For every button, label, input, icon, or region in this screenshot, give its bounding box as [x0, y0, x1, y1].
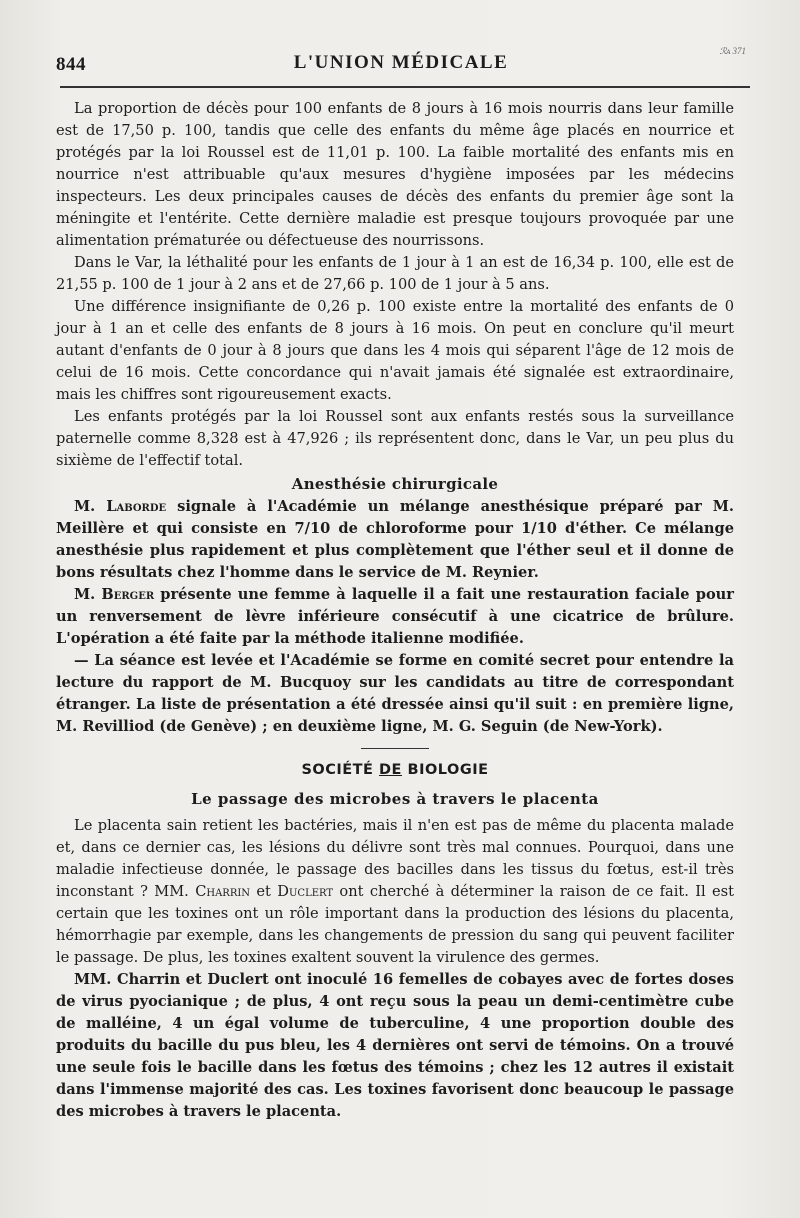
handwritten-note: ℛᴀ 371: [719, 46, 746, 56]
society-word: DE: [379, 762, 402, 778]
paragraph: La proportion de décès pour 100 enfants de 8 jours à 16 mois nourris dans leur famille est de 17,50 p. 100, tandis que celle des enfants du même âge placés en nourrice et protégés par la loi Roussel est de 11,01 p. 100. La faible mortalité des enfants mis en nourrice n'est attribuable qu'aux mesures d'hygiène imposées par les médecins inspecteurs. Les deux principales causes de décès des enfants du premier âge sont la méningite et l'entérite. Cette dernière maladie est presque toujours provoquée par une alimentation prématurée ou défectueuse des nourrissons.: [56, 100, 734, 249]
society-word: SOCIÉTÉ: [301, 762, 374, 778]
author-name: Duclert: [277, 883, 334, 900]
paragraph-laborde: [56, 496, 734, 584]
prefix: M.: [74, 498, 107, 515]
paragraph-berger: [56, 584, 734, 650]
page-header: [56, 48, 746, 80]
paragraph-text: présente une femme à laquelle il a fait une restauration faciale pour un renversement de lèvre inférieure consécutif à une cicatrice de brûlure. L'opération a été faite par la méthode italienne modifiée.: [56, 586, 734, 647]
section-divider: [361, 748, 429, 749]
section-title-anesthesie: Anesthésie chirurgicale: [291, 475, 499, 493]
article-body: [56, 98, 734, 1123]
paragraph: Une différence insignifiante de 0,26 p. 100 existe entre la mortalité des enfants de 0 jour à 1 an et celle des enfants de 8 jours à 16 mois. On peut en conclure qu'il meurt autant d'enfants de 0 jour à 8 jours que dans les 4 mois qui séparent l'âge de 12 mois de celui de 16 mois. Cette concordance qui n'avait jamais été signalée est extraordinaire, mais les chiffres sont rigoureusement exacts.: [56, 298, 734, 403]
paragraph-text: et: [250, 883, 278, 900]
paragraph-seance: — La séance est levée et l'Académie se forme en comité secret pour entendre la lecture du rapport de M. Bucquoy sur les candidats au titre de correspondant étranger. La liste de présentation a été dressée ainsi qu'il suit : en première ligne, M. Revilliod (de Genève) ; en deuxième ligne, M. G. Seguin (de New-York).: [56, 652, 734, 735]
section-title-placenta: Le passage des microbes à travers le placenta: [191, 790, 599, 808]
prefix: M.: [74, 586, 102, 603]
paragraph-text: ont cherché à déterminer la raison de ce fait. Il est certain que les toxines ont un rôle important dans la production des lésions du placenta, hémorrhagie par exemple, dans les changements de pression du sang qui peuvent faciliter le passage. De plus, les toxines exaltent souvent la virulence des germes.: [56, 883, 735, 966]
paragraph-placenta-1: [56, 815, 734, 969]
paragraph: Les enfants protégés par la loi Roussel sont aux enfants restés sous la surveillance paternelle comme 8,328 est à 47,926 ; ils représentent donc, dans le Var, un peu plus du sixième de l'effectif total.: [56, 408, 734, 469]
author-name: Laborde: [106, 498, 167, 515]
author-name: Berger: [101, 586, 155, 603]
paragraph-text: Le placenta sain retient les bactéries, mais il n'en est pas de même du placenta malade et, dans ce dernier cas, les lésions du délivre sont très mal connues. Pourquoi, dans une maladie infectieuse donnée, le passage des bacilles dans les tissus du fœtus, est-il très inconstant ? MM.: [56, 817, 734, 900]
page-number: 844: [56, 54, 86, 75]
header-rule: [60, 86, 750, 88]
paragraph: Dans le Var, la léthalité pour les enfants de 1 jour à 1 an est de 16,34 p. 100, elle est de 21,55 p. 100 de 1 jour à 2 ans et de 27,66 p. 100 de 1 jour à 5 ans.: [56, 254, 734, 293]
author-name: Charrin: [195, 883, 251, 900]
paragraph-text: signale à l'Académie un mélange anesthésique préparé par M. Meillère et qui consiste en 7/10 de chloroforme pour 1/10 d'éther. Ce mélange anesthésie plus rapidement et plus complètement que l'éther seul et il donne de bons résultats chez l'homme dans le service de M. Reynier.: [56, 498, 734, 581]
society-heading: [56, 759, 734, 781]
society-word: BIOLOGIE: [407, 762, 489, 778]
journal-title: L'UNION MÉDICALE: [293, 52, 509, 73]
paragraph-placenta-2: MM. Charrin et Duclert ont inoculé 16 femelles de cobayes avec de fortes doses de virus pyocianique ; de plus, 4 ont reçu sous la peau un demi-centimètre cube de malléine, 4 un égal volume de tuberculine, 4 une proportion double des produits du bacille du pus bleu, les 4 dernières ont servi de témoins. On a trouvé une seule fois le bacille dans les fœtus des témoins ; chez les 12 autres il existait dans l'immense majorité des cas. Les toxines favorisent donc beaucoup le passage des microbes à travers le placenta.: [56, 971, 734, 1120]
